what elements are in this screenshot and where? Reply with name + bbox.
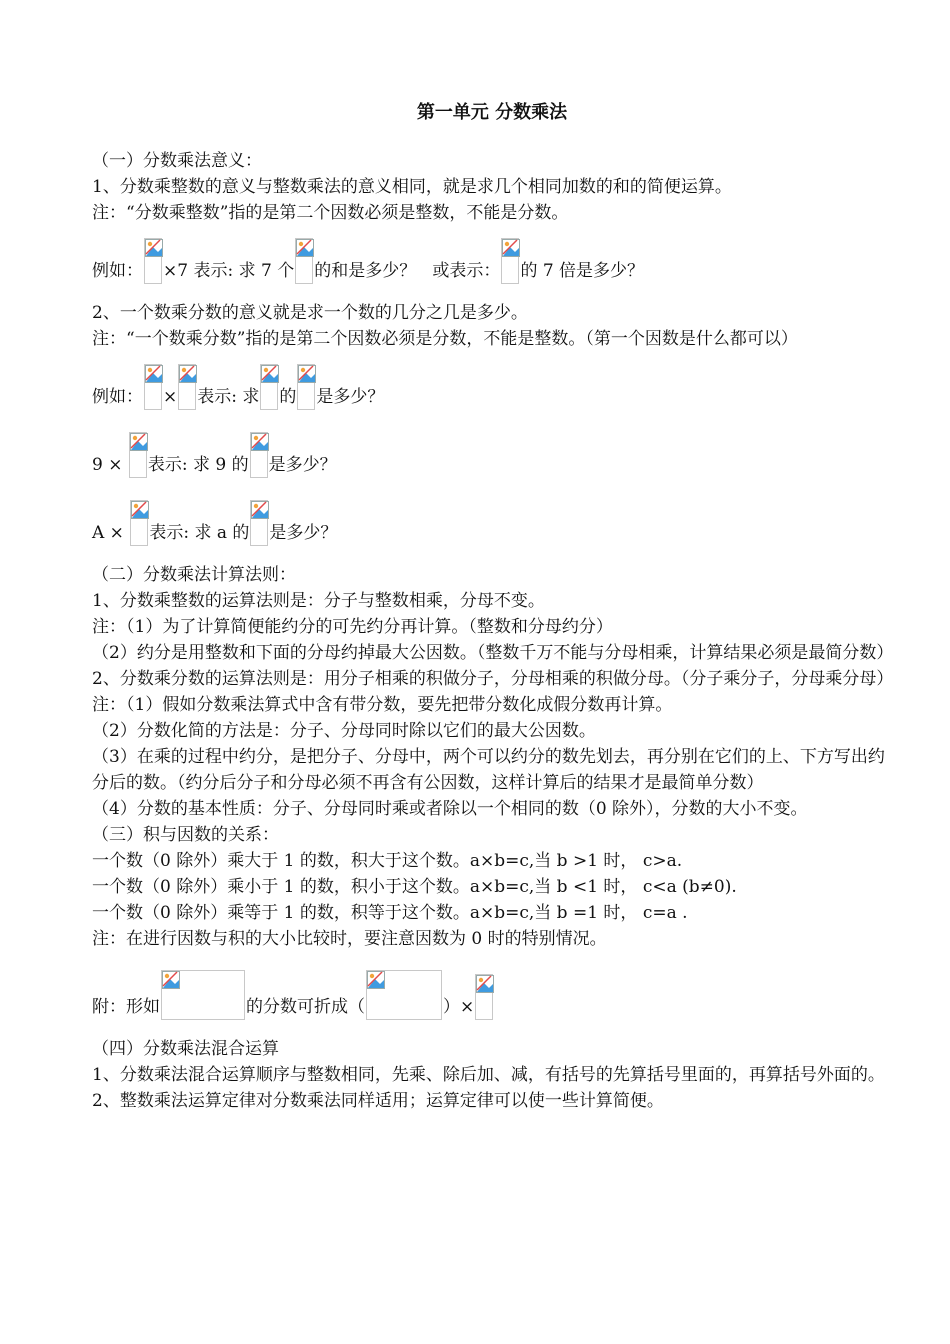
text: 附：形如 [92,997,160,1017]
broken-image-icon [250,432,268,478]
text: 是多少？ [268,455,337,475]
paragraph: 1、分数乘整数的意义与整数乘法的意义相同，就是求几个相同加数的和的简便运算。 [92,177,732,197]
broken-image-icon [130,500,148,546]
text: 的和是多少？ 或表示： [314,261,501,281]
paragraph: 注：（1）假如分数乘法算式中含有带分数，要先把带分数化成假分数再计算。 [92,695,673,715]
paragraph: 2、一个数乘分数的意义就是求一个数的几分之几是多少。 [92,303,528,323]
example-line [92,354,892,410]
broken-image-icon [475,974,493,1020]
section-heading: （三）积与因数的关系： [92,825,279,845]
paragraph: 一个数（0 除外）乘等于 1 的数，积等于这个数。a×b=c,当 b =1 时， c=a . [92,903,688,923]
paragraph: （4）分数的基本性质：分子、分母同时乘或者除以一个相同的数（0 除外），分数的大小不变。 [92,799,808,819]
text: A × [92,523,130,543]
text: 是多少？ [316,387,385,407]
paragraph: 注：在进行因数与积的大小比较时，要注意因数为 0 时的特别情况。 [92,929,607,949]
text: 例如： [92,387,143,407]
broken-image-icon [161,970,245,1020]
section-heading: （一）分数乘法意义： [92,151,262,171]
broken-image-icon [260,364,278,410]
section-heading: （四）分数乘法混合运算 [92,1039,279,1059]
document-page [92,100,892,1114]
text: 是多少？ [269,523,338,543]
text: 表示: 求 a 的 [149,523,250,543]
text: 的 7 倍是多少？ [520,261,645,281]
paragraph: （2）约分是用整数和下面的分母约掉最大公因数。（整数千万不能与分母相乘，计算结果必须是最简分数） [92,643,894,663]
broken-image-icon [129,432,147,478]
page-title: 第一单元 分数乘法 [416,102,568,123]
broken-image-icon [297,364,315,410]
paragraph: （2）分数化简的方法是：分子、分母同时除以它们的最大公因数。 [92,721,596,741]
paragraph: 注：（1）为了计算简便能约分的可先约分再计算。（整数和分母约分） [92,617,613,637]
text: ×7 表示: 求 7 个 [163,261,295,281]
note: 注：“一个数乘分数”指的是第二个因数必须是分数，不能是整数。（第一个因数是什么都可以） [92,329,798,349]
broken-image-icon [250,500,268,546]
paragraph: 2、分数乘分数的运算法则是：用分子相乘的积做分子，分母相乘的积做分母。（分子乘分子，分母乘分母） [92,669,894,689]
example-line [92,420,892,478]
broken-image-icon [295,238,313,284]
broken-image-icon [366,970,442,1020]
paragraph: 一个数（0 除外）乘小于 1 的数，积小于这个数。a×b=c,当 b <1 时， c<a (b≠0). [92,877,737,897]
broken-image-icon [144,238,162,284]
text: 的 [279,387,297,407]
example-line [92,228,892,284]
paragraph: （3）在乘的过程中约分，是把分子、分母中，两个可以约分的数先划去，再分别在它们的上、下方写出约分后的数。（约分后分子和分母必须不再含有公因数，这样计算后的结果才是最简单分数） [92,747,885,793]
text: 表示: 求 9 的 [147,455,249,475]
broken-image-icon [501,238,519,284]
text: 9 × [92,455,128,475]
example-line [92,488,892,546]
note: 注：“分数乘整数”指的是第二个因数必须是整数，不能是分数。 [92,203,569,223]
paragraph: 1、分数乘整数的运算法则是：分子与整数相乘，分母不变。 [92,591,545,611]
text: 的分数可折成（ [246,997,365,1017]
paragraph: 1、分数乘法混合运算顺序与整数相同，先乘、除后加、减，有括号的先算括号里面的，再算括号外面的。 [92,1065,885,1085]
paragraph: 2、整数乘法运算定律对分数乘法同样适用；运算定律可以使一些计算简便。 [92,1091,664,1111]
text: × [163,387,178,407]
example-line [92,962,892,1020]
section-heading: （二）分数乘法计算法则： [92,565,296,585]
text: ）× [443,997,475,1017]
text: 例如： [92,261,143,281]
text: 表示: 求 [197,387,260,407]
broken-image-icon [178,364,196,410]
broken-image-icon [144,364,162,410]
paragraph: 一个数（0 除外）乘大于 1 的数，积大于这个数。a×b=c,当 b >1 时， c>a. [92,851,683,871]
